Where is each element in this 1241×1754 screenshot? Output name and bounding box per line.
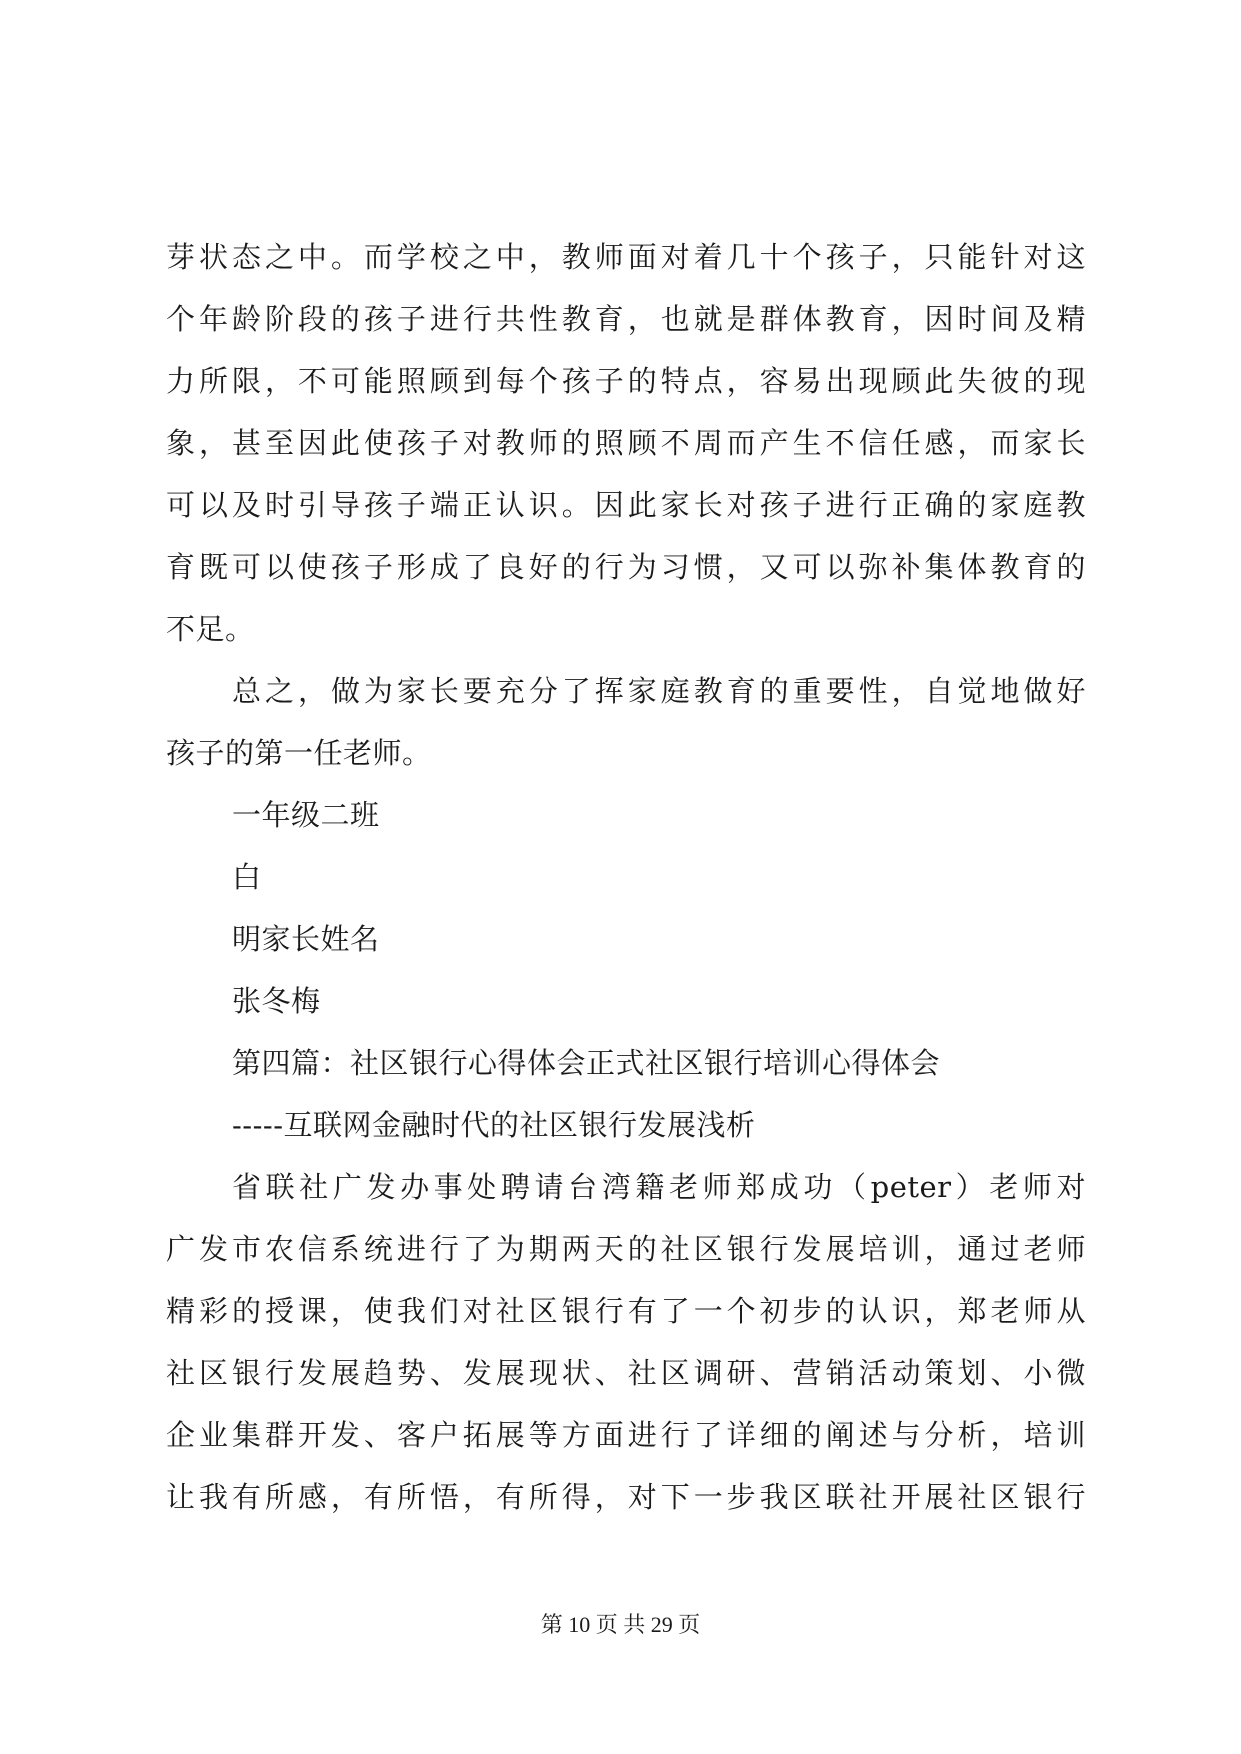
- body-line: 社区银行发展趋势、发展现状、社区调研、营销活动策划、小微: [166, 1356, 1086, 1390]
- section-subheading: -----互联网金融时代的社区银行发展浅析: [232, 1108, 756, 1142]
- body-line: 可以及时引导孩子端正认识。因此家长对孩子进行正确的家庭教: [166, 488, 1086, 522]
- parent-name: 张冬梅: [232, 984, 321, 1018]
- body-line: 不足。: [166, 612, 255, 646]
- body-line: 精彩的授课，使我们对社区银行有了一个初步的认识，郑老师从: [166, 1294, 1086, 1328]
- body-line: 育既可以使孩子形成了良好的行为习惯，又可以弥补集体教育的: [166, 550, 1086, 584]
- body-line: 个年龄阶段的孩子进行共性教育，也就是群体教育，因时间及精: [166, 302, 1086, 336]
- body-line: 芽状态之中。而学校之中，教师面对着几十个孩子，只能针对这: [166, 240, 1086, 274]
- signature-line: 明家长姓名: [232, 922, 380, 956]
- body-text: [166, 226, 1086, 1528]
- body-line: 企业集群开发、客户拓展等方面进行了详细的阐述与分析，培训: [166, 1418, 1086, 1452]
- body-line: 孩子的第一任老师。: [166, 736, 432, 770]
- body-line: 让我有所感，有所悟，有所得，对下一步我区联社开展社区银行: [166, 1480, 1086, 1514]
- page-number-footer: 第 10 页 共 29 页: [540, 1612, 701, 1637]
- signature-line: 白: [232, 860, 262, 894]
- body-line: 象，甚至因此使孩子对教师的照顾不周而产生不信任感，而家长: [166, 426, 1086, 460]
- body-line: 总之，做为家长要充分了挥家庭教育的重要性，自觉地做好: [232, 674, 1086, 708]
- body-line: 力所限，不可能照顾到每个孩子的特点，容易出现顾此失彼的现: [166, 364, 1086, 398]
- class-name: 一年级二班: [232, 798, 380, 832]
- body-line: 广发市农信系统进行了为期两天的社区银行发展培训，通过老师: [166, 1232, 1086, 1266]
- body-line: 省联社广发办事处聘请台湾籍老师郑成功（peter）老师对: [232, 1170, 1086, 1204]
- section-heading: 第四篇：社区银行心得体会正式社区银行培训心得体会: [232, 1046, 941, 1080]
